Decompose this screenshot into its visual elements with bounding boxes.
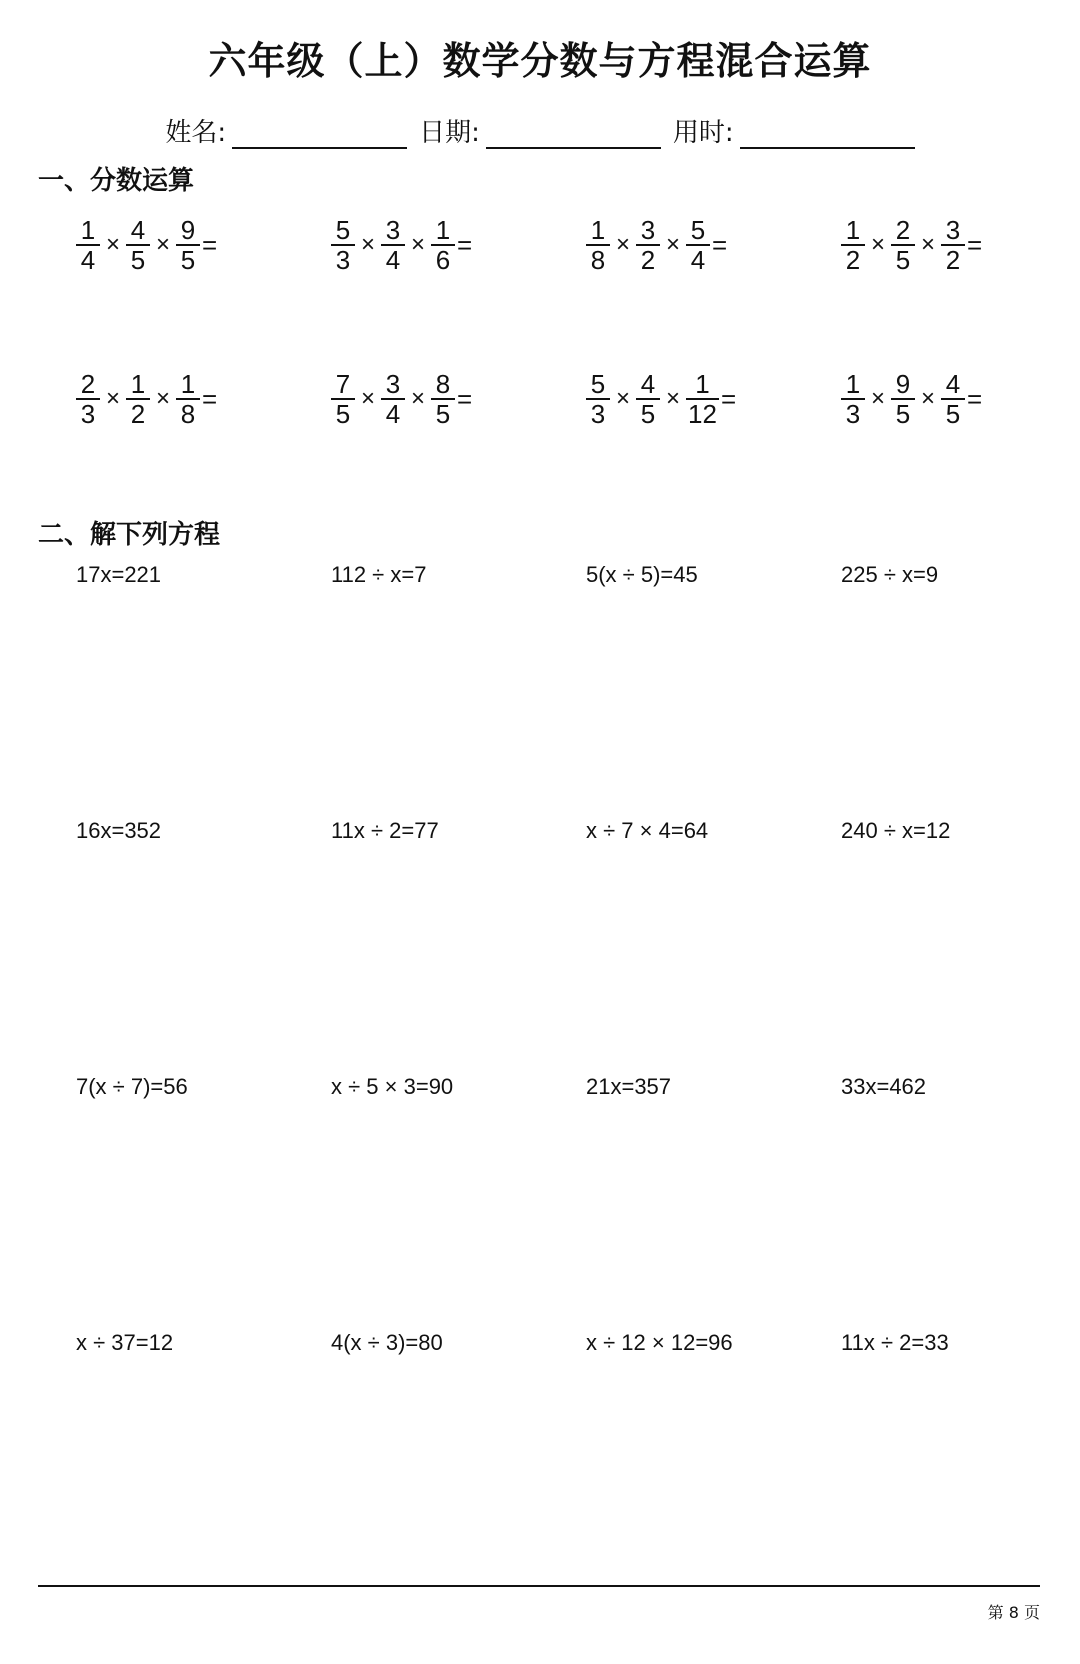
numerator: 1 (845, 369, 861, 399)
denominator: 2 (845, 245, 861, 275)
fraction (636, 370, 660, 428)
student-info (0, 112, 1080, 149)
numerator: 8 (435, 369, 451, 399)
numerator: 3 (945, 215, 961, 245)
numerator: 1 (695, 369, 710, 399)
numerator: 3 (640, 215, 656, 245)
denominator: 3 (335, 245, 351, 275)
times-sign: × (411, 385, 426, 412)
fraction (941, 370, 965, 428)
fraction (381, 216, 405, 274)
fraction (841, 370, 865, 428)
equals-sign: = (967, 383, 983, 414)
equation-problem: x ÷ 12 × 12=96 (586, 1330, 733, 1355)
fraction (891, 370, 915, 428)
denominator: 3 (590, 399, 606, 429)
fraction (686, 370, 719, 428)
equation-problem: 17x=221 (76, 562, 162, 587)
denominator: 4 (385, 245, 401, 275)
name-label: 姓名: (165, 118, 227, 148)
equals-sign: = (712, 229, 728, 260)
times-sign: × (411, 231, 426, 258)
denominator: 5 (335, 399, 351, 429)
denominator: 2 (945, 245, 961, 275)
fraction (586, 216, 610, 274)
denominator: 2 (130, 399, 146, 429)
denominator: 6 (435, 245, 451, 275)
equation-problem: 7(x ÷ 7)=56 (76, 1074, 188, 1099)
fraction (381, 370, 405, 428)
times-sign: × (616, 385, 631, 412)
denominator: 4 (385, 399, 401, 429)
times-sign: × (361, 385, 376, 412)
page-number: 第 8 页 (987, 1603, 1040, 1622)
equation-problem: x ÷ 5 × 3=90 (331, 1074, 454, 1099)
numerator: 1 (435, 215, 451, 245)
fraction (331, 370, 355, 428)
denominator: 5 (435, 399, 451, 429)
equals-sign: = (202, 229, 218, 260)
numerator: 9 (180, 215, 196, 245)
equation-problem: 11x ÷ 2=33 (841, 1330, 949, 1355)
fraction-problem (76, 216, 217, 274)
fraction (891, 216, 915, 274)
fraction-problem (841, 216, 982, 274)
times-sign: × (106, 385, 121, 412)
equals-sign: = (457, 229, 473, 260)
equals-sign: = (202, 383, 218, 414)
times-sign: × (666, 231, 681, 258)
equation-problem: 33x=462 (841, 1074, 927, 1099)
equals-sign: = (967, 229, 983, 260)
equation-problem: 112 ÷ x=7 (331, 562, 427, 587)
times-sign: × (921, 231, 936, 258)
times-sign: × (156, 385, 171, 412)
denominator: 5 (130, 245, 146, 275)
fraction-problem (586, 216, 727, 274)
fraction (76, 216, 100, 274)
name-blank (232, 121, 407, 149)
numerator: 9 (895, 369, 911, 399)
fraction (586, 370, 610, 428)
denominator: 8 (590, 245, 606, 275)
numerator: 1 (130, 369, 146, 399)
numerator: 1 (590, 215, 606, 245)
equation-problem: 11x ÷ 2=77 (331, 818, 439, 843)
times-sign: × (361, 231, 376, 258)
denominator: 12 (688, 399, 717, 429)
times-sign: × (871, 385, 886, 412)
denominator: 4 (80, 245, 96, 275)
fraction-problem (331, 216, 472, 274)
denominator: 3 (845, 399, 861, 429)
fraction-problem (841, 370, 982, 428)
fraction (176, 370, 200, 428)
numerator: 3 (385, 369, 401, 399)
denominator: 3 (80, 399, 96, 429)
denominator: 4 (690, 245, 706, 275)
numerator: 5 (335, 215, 351, 245)
worksheet-title: 六年级（上）数学分数与方程混合运算 (208, 39, 872, 83)
numerator: 1 (80, 215, 96, 245)
fraction (126, 216, 150, 274)
numerator: 2 (80, 369, 96, 399)
time-blank (740, 121, 915, 149)
fraction (431, 370, 455, 428)
fraction (841, 216, 865, 274)
equation-problem: 4(x ÷ 3)=80 (331, 1330, 443, 1355)
equation-problem: 225 ÷ x=9 (841, 562, 939, 587)
fraction (76, 370, 100, 428)
equation-problem: x ÷ 37=12 (76, 1330, 174, 1355)
times-sign: × (616, 231, 631, 258)
times-sign: × (921, 385, 936, 412)
numerator: 1 (180, 369, 196, 399)
fraction (176, 216, 200, 274)
date-label: 日期: (419, 118, 480, 148)
denominator: 5 (180, 245, 196, 275)
numerator: 4 (945, 369, 961, 399)
denominator: 5 (945, 399, 961, 429)
date-blank (486, 121, 661, 149)
denominator: 5 (895, 245, 911, 275)
section-fraction-heading: 一、分数运算 (38, 166, 195, 196)
fraction-problem (76, 370, 217, 428)
fraction (126, 370, 150, 428)
numerator: 1 (845, 215, 861, 245)
fraction (941, 216, 965, 274)
equation-problem: 21x=357 (586, 1074, 672, 1099)
numerator: 5 (590, 369, 606, 399)
times-sign: × (106, 231, 121, 258)
name-field (165, 112, 407, 149)
fraction-problem (586, 370, 736, 428)
denominator: 8 (180, 399, 196, 429)
equals-sign: = (720, 383, 737, 414)
numerator: 4 (640, 369, 656, 399)
times-sign: × (666, 385, 681, 412)
equation-problem: x ÷ 7 × 4=64 (586, 818, 709, 843)
numerator: 2 (895, 215, 911, 245)
numerator: 4 (130, 215, 146, 245)
date-field (419, 112, 661, 149)
fraction (636, 216, 660, 274)
fraction (686, 216, 710, 274)
denominator: 5 (895, 399, 911, 429)
fraction (431, 216, 455, 274)
times-sign: × (871, 231, 886, 258)
fraction (331, 216, 355, 274)
time-label: 用时: (672, 118, 734, 148)
section-equation-heading: 二、解下列方程 (38, 520, 221, 550)
equation-problem: 5(x ÷ 5)=45 (586, 562, 698, 587)
equals-sign: = (457, 383, 473, 414)
numerator: 3 (385, 215, 401, 245)
denominator: 5 (640, 399, 656, 429)
numerator: 7 (335, 369, 351, 399)
footer-divider (38, 1585, 1040, 1587)
time-field (673, 112, 915, 149)
fraction-problem (331, 370, 472, 428)
times-sign: × (156, 231, 171, 258)
equation-problem: 16x=352 (76, 818, 162, 843)
denominator: 2 (640, 245, 656, 275)
equation-problem: 240 ÷ x=12 (841, 818, 951, 843)
numerator: 5 (690, 215, 706, 245)
